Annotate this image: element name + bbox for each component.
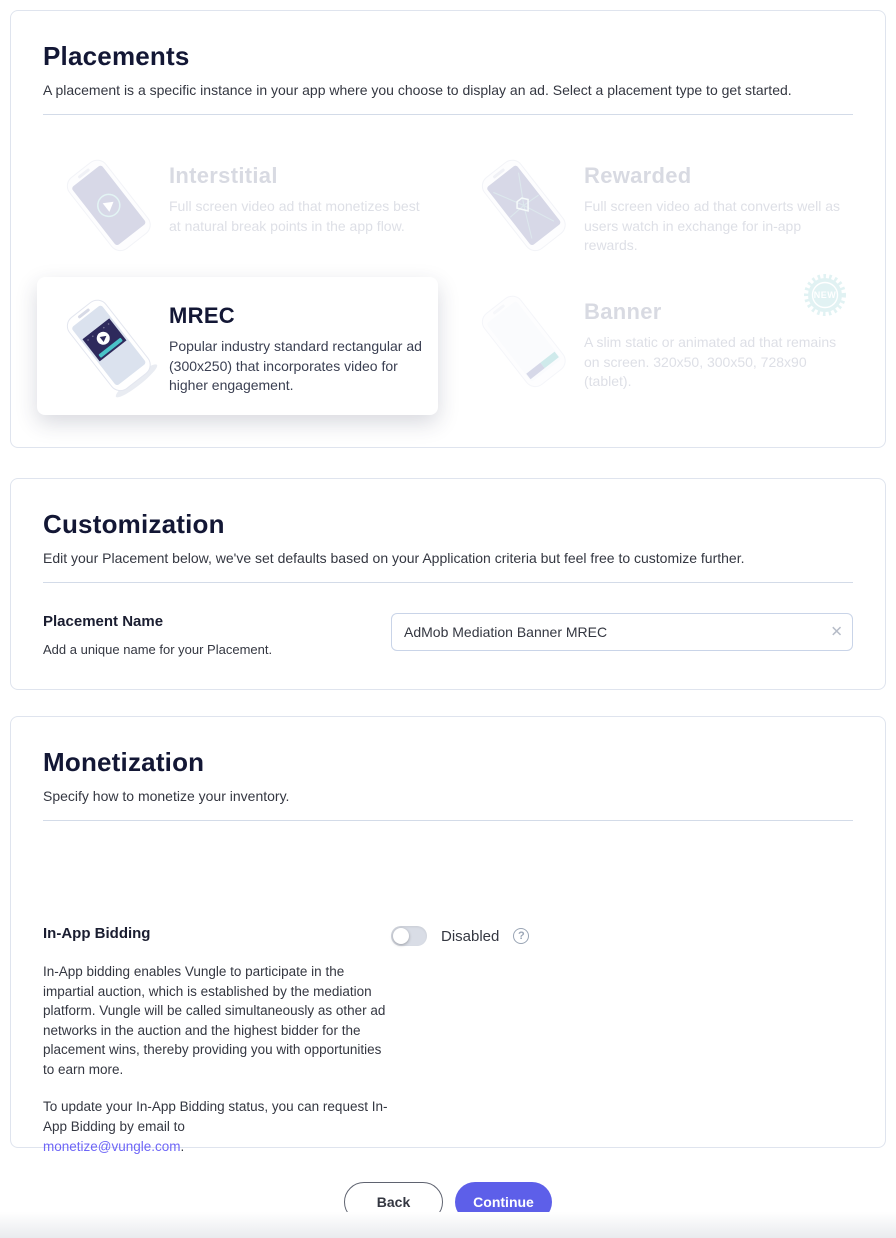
in-app-bidding-description: In-App bidding enables Vungle to participate in the impartial auction, which is established by the mediation platform. Vungle will be called simultaneously as other ad networks in the auction and the highest bidder for the placement wins, thereby providing you with opportunities to earn more. xyxy=(43,964,386,1077)
in-app-bidding-label: In-App Bidding xyxy=(43,925,151,942)
placements-subtitle: A placement is a specific instance in your app where you choose to display an ad. Select a placement type to get started. xyxy=(43,82,792,98)
placement-options-grid xyxy=(43,141,853,415)
customization-subtitle: Edit your Placement below, we've set defaults based on your Application criteria but feel free to customize further. xyxy=(43,550,745,566)
interstitial-phone-icon xyxy=(47,147,169,265)
divider xyxy=(43,820,853,821)
continue-button[interactable]: Continue xyxy=(455,1182,552,1222)
divider xyxy=(43,114,853,115)
option-description: Full screen video ad that monetizes best at natural break points in the app flow. xyxy=(169,198,420,234)
monetization-card xyxy=(10,716,886,1154)
toggle-knob xyxy=(393,928,409,944)
monetization-title: Monetization xyxy=(43,747,205,777)
back-button[interactable]: Back xyxy=(344,1182,443,1222)
placement-name-input[interactable] xyxy=(391,613,853,651)
option-title: MREC xyxy=(169,303,235,328)
help-icon[interactable]: ? xyxy=(513,928,529,944)
note-suffix: . xyxy=(180,1138,185,1154)
customization-card xyxy=(10,478,886,690)
in-app-bidding-row xyxy=(43,925,853,1156)
new-badge-label: NEW xyxy=(813,290,837,300)
mrec-phone-icon xyxy=(47,287,169,405)
customization-title: Customization xyxy=(43,509,225,539)
option-description: A slim static or animated ad that remains on screen. 320x50, 300x50, 728x90 (tablet). xyxy=(584,334,837,390)
rewarded-phone-icon xyxy=(462,147,584,265)
option-title: Interstitial xyxy=(169,163,278,188)
placement-option-mrec[interactable] xyxy=(37,277,438,415)
placement-name-help: Add a unique name for your Placement. xyxy=(43,642,273,657)
placement-option-interstitial[interactable] xyxy=(43,141,438,271)
placements-title: Placements xyxy=(43,41,190,71)
monetize-email-link[interactable]: monetize@vungle.com xyxy=(43,1138,181,1154)
in-app-bidding-status: Disabled xyxy=(441,927,500,945)
option-title: Rewarded xyxy=(584,163,692,188)
new-badge xyxy=(803,273,847,317)
in-app-bidding-toggle[interactable] xyxy=(391,926,427,946)
banner-phone-icon xyxy=(462,283,584,401)
clear-input-icon[interactable]: ✕ xyxy=(830,623,843,641)
placement-name-label: Placement Name xyxy=(43,613,164,630)
placements-card xyxy=(10,10,886,448)
in-app-bidding-note: To update your In-App Bidding status, you can request In-App Bidding by email to xyxy=(43,1099,388,1134)
option-description: Full screen video ad that converts well as users watch in exchange for in-app rewards. xyxy=(584,198,841,254)
placement-option-banner[interactable] xyxy=(458,277,853,415)
bottom-shadow-strip xyxy=(0,1212,896,1238)
placement-option-rewarded[interactable] xyxy=(458,141,853,271)
placement-name-row xyxy=(43,613,853,657)
divider xyxy=(43,582,853,583)
monetization-subtitle: Specify how to monetize your inventory. xyxy=(43,788,290,804)
option-description: Popular industry standard rectangular ad (300x250) that incorporates video for higher engagement. xyxy=(169,338,422,394)
option-title: Banner xyxy=(584,299,662,324)
